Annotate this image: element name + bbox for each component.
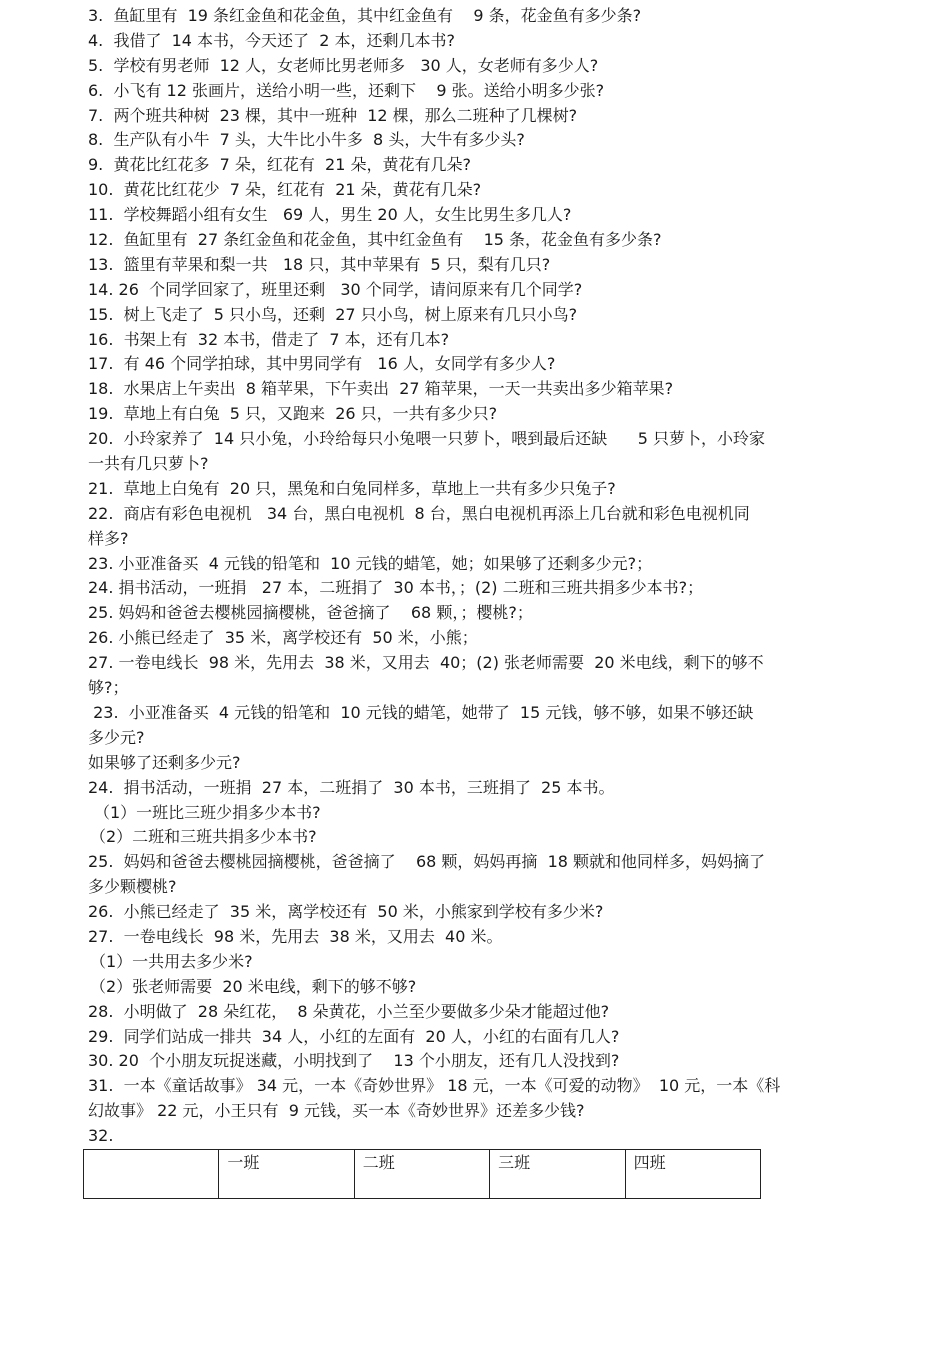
text-line: 30. 20 个小朋友玩捉迷藏，小明找到了 13 个小朋友，还有几人没找到?: [88, 1051, 620, 1071]
text-line: 一共有几只萝卜?: [88, 454, 209, 474]
text-line: 14. 26 个同学回家了，班里还剩 30 个同学，请问原来有几个同学?: [88, 279, 583, 299]
text-line: 9. 黄花比红花多 7 朵，红花有 21 朵，黄花有几朵?: [88, 155, 471, 175]
text-line: 24. 捐书活动，一班捐 27 本，二班捐了 30 本书，；(2) 二班和三班共捐多少本书?；: [88, 578, 704, 598]
text-line: 12. 鱼缸里有 27 条红金鱼和花金鱼，其中红金鱼有 15 条，花金鱼有多少条?: [88, 230, 662, 250]
text-line: （1）一班比三班少捐多少本书?: [94, 802, 321, 822]
problem-list: [88, 4, 858, 1149]
class-table: [83, 1149, 761, 1199]
table-cell: 二班: [354, 1150, 489, 1199]
text-line: 样多?: [88, 528, 129, 548]
text-line: 13. 篮里有苹果和梨一共 18 只，其中苹果有 5 只，梨有几只?: [88, 254, 551, 274]
text-line: 10. 黄花比红花少 7 朵，红花有 21 朵，黄花有几朵?: [88, 180, 482, 200]
text-line: 5. 学校有男老师 12 人，女老师比男老师多 30 人，女老师有多少人?: [88, 55, 599, 75]
text-line: 3. 鱼缸里有 19 条红金鱼和花金鱼，其中红金鱼有 9 条，花金鱼有多少条?: [88, 6, 642, 25]
text-line: 20. 小玲家养了 14 只小兔，小玲给每只小兔喂一只萝卜，喂到最后还缺 5 只萝卜，小玲家: [88, 429, 766, 449]
text-line: 17. 有 46 个同学拍球，其中男同学有 16 人，女同学有多少人?: [88, 354, 556, 374]
text-line: 18. 水果店上午卖出 8 箱苹果，下午卖出 27 箱苹果，一天一共卖出多少箱苹果?: [88, 379, 674, 399]
text-line: 多少元?: [88, 727, 145, 747]
text-line: 幻故事》 22 元，小王只有 9 元钱，买一本《奇妙世界》还差多少钱?: [88, 1101, 585, 1121]
text-line: 如果够了还剩多少元?: [88, 752, 241, 772]
table-cell: 一班: [219, 1150, 354, 1199]
table-cell: 四班: [625, 1150, 760, 1199]
text-line: （2）二班和三班共捐多少本书?: [90, 827, 317, 847]
text-line: 11. 学校舞蹈小组有女生 69 人，男生 20 人，女生比男生多几人?: [88, 205, 572, 225]
text-line: 22. 商店有彩色电视机 34 台，黑白电视机 8 台，黑白电视机再添上几台就和彩色电视机同: [88, 503, 750, 523]
text-line: 25. 妈妈和爸爸去樱桃园摘樱桃，爸爸摘了 68 颗，；樱桃?；: [88, 603, 533, 623]
text-line: 31. 一本《童话故事》 34 元，一本《奇妙世界》 18 元，一本《可爱的动物》 10 元，一本《科: [88, 1076, 781, 1096]
text-line: 24. 捐书活动，一班捐 27 本，二班捐了 30 本书，三班捐了 25 本书。: [88, 777, 615, 797]
table-row: [84, 1150, 761, 1199]
text-line: 15. 树上飞走了 5 只小鸟，还剩 27 只小鸟，树上原来有几只小鸟?: [88, 304, 578, 324]
text-line: 26. 小熊已经走了 35 米，离学校还有 50 米，小熊；: [88, 628, 478, 648]
text-line: 26. 小熊已经走了 35 米，离学校还有 50 米，小熊家到学校有多少米?: [88, 902, 604, 922]
text-line: （2）张老师需要 20 米电线，剩下的够不够?: [90, 976, 417, 996]
text-line: 27. 一卷电线长 98 米，先用去 38 米，又用去 40 米。: [88, 926, 503, 946]
text-line: 6. 小飞有 12 张画片，送给小明一些，还剩下 9 张。送给小明多少张?: [88, 80, 605, 100]
text-line: 多少颗樱桃?: [88, 877, 177, 897]
table-cell: 三班: [490, 1150, 625, 1199]
text-line: 7. 两个班共种树 23 棵，其中一班种 12 棵，那么二班种了几棵树?: [88, 105, 578, 125]
text-line: 够?；: [88, 678, 129, 698]
text-line: 21. 草地上白兔有 20 只，黑兔和白兔同样多，草地上一共有多少只兔子?: [88, 478, 616, 498]
text-line: 4. 我借了 14 本书，今天还了 2 本，还剩几本书?: [88, 30, 455, 50]
text-line: 23. 小亚准备买 4 元钱的铅笔和 10 元钱的蜡笔，她带了 15 元钱，够不够，如果不够还缺: [88, 702, 754, 722]
text-line: 19. 草地上有白兔 5 只，又跑来 26 只，一共有多少只?: [88, 404, 498, 424]
text-line: 25. 妈妈和爸爸去樱桃园摘樱桃，爸爸摘了 68 颗，妈妈再摘 18 颗就和他同样多，妈妈摘了: [88, 852, 766, 872]
text-line: 29. 同学们站成一排共 34 人，小红的左面有 20 人，小红的右面有几人?: [88, 1026, 620, 1046]
text-line: 23. 小亚准备买 4 元钱的铅笔和 10 元钱的蜡笔，她；如果够了还剩多少元?；: [88, 553, 653, 573]
table-cell: [84, 1150, 219, 1199]
text-line: 28. 小明做了 28 朵红花， 8 朵黄花，小兰至少要做多少朵才能超过他?: [88, 1001, 610, 1021]
text-line: 16. 书架上有 32 本书，借走了 7 本，还有几本?: [88, 329, 450, 349]
text-line: 27. 一卷电线长 98 米，先用去 38 米，又用去 40；(2) 张老师需要 20 米电线，剩下的够不: [88, 653, 764, 673]
text-line: 32.: [88, 1126, 114, 1146]
text-line: 8. 生产队有小牛 7 头，大牛比小牛多 8 头，大牛有多少头?: [88, 130, 525, 150]
text-line: （1）一共用去多少米?: [90, 951, 253, 971]
